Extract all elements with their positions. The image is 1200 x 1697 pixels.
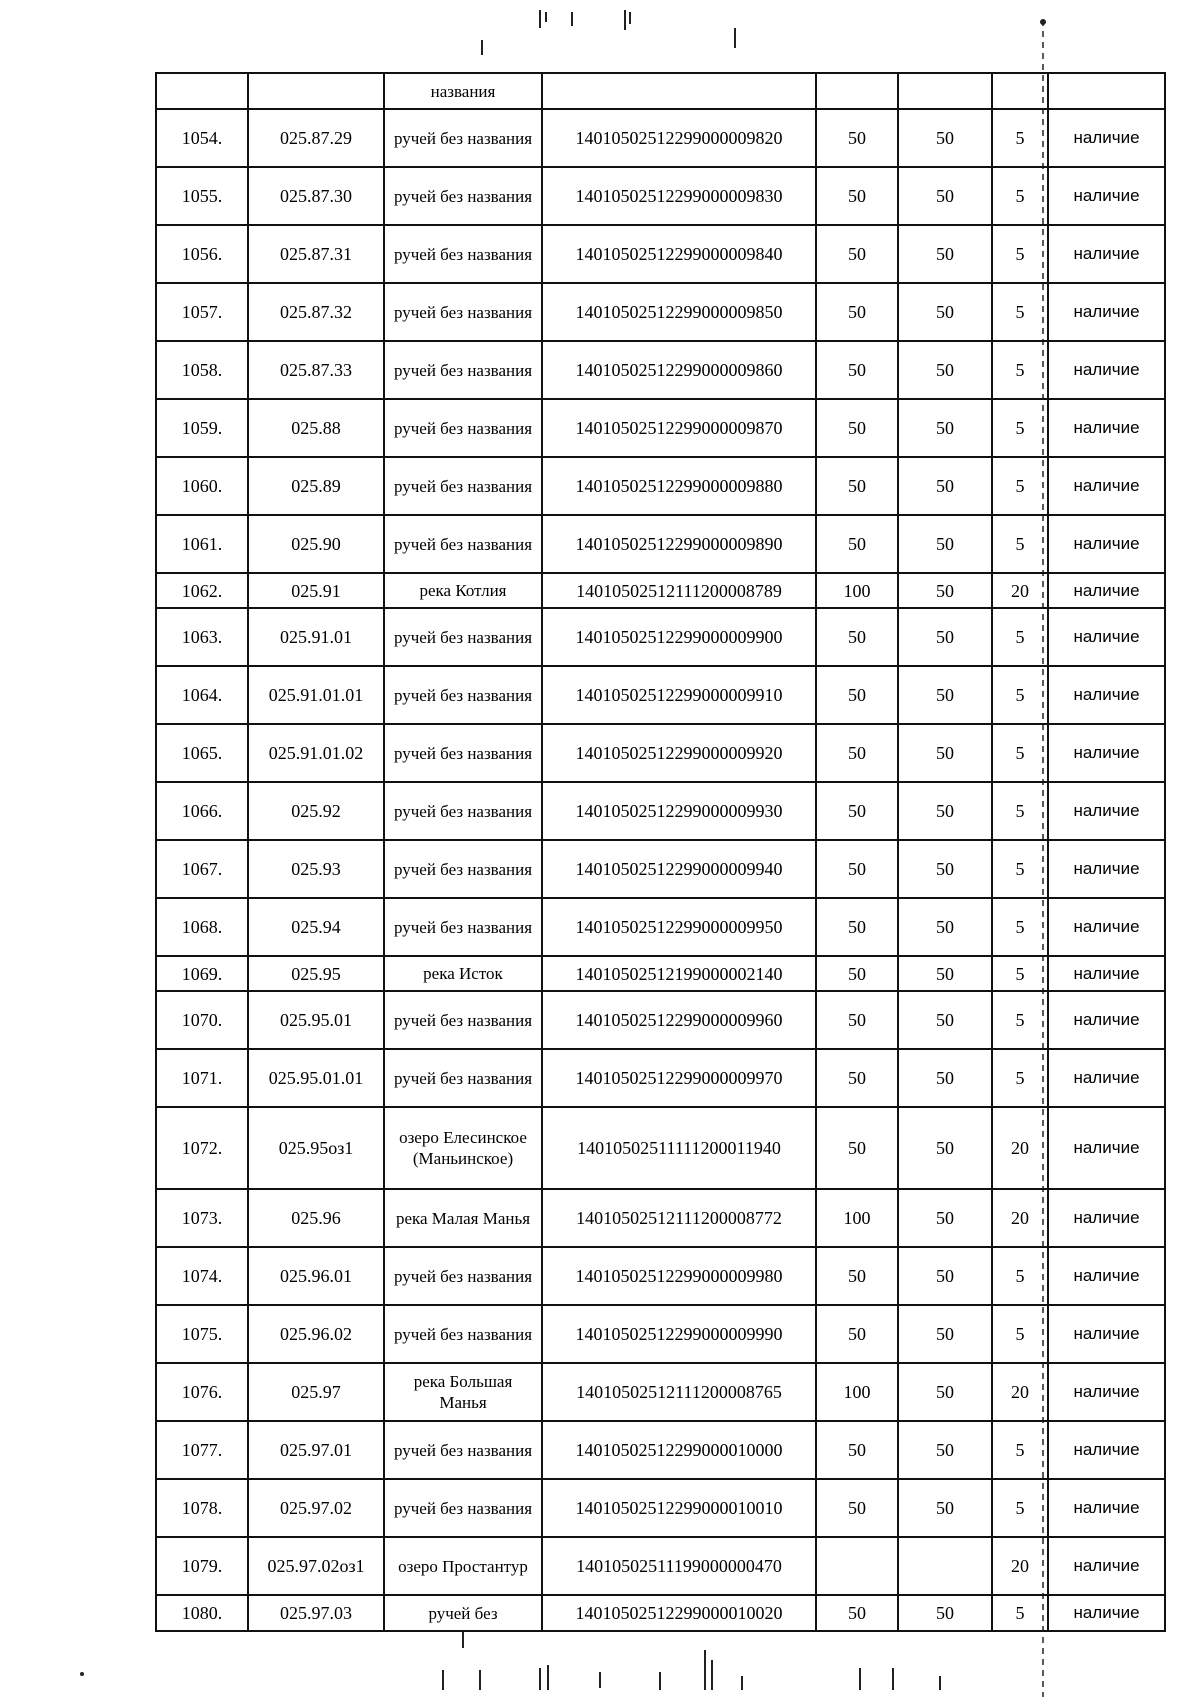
cell-value-b: 50	[898, 608, 992, 666]
cell-number: 1067.	[156, 840, 248, 898]
cell-registry-code: 14010502512199000002140	[542, 956, 816, 991]
cell-object-name: ручей без	[384, 1595, 542, 1631]
cell-value-a: 50	[816, 167, 898, 225]
cell-value-a: 50	[816, 225, 898, 283]
cell-object-name: ручей без названия	[384, 991, 542, 1049]
cell-value-b: 50	[898, 1247, 992, 1305]
cell-value-b: 50	[898, 724, 992, 782]
cell-value-a: 100	[816, 573, 898, 608]
cell-status: наличие	[1048, 515, 1165, 573]
cell-registry-code: 14010502512111200008772	[542, 1189, 816, 1247]
cell-registry-code: 14010502512299000009930	[542, 782, 816, 840]
cell-object-id: 025.91.01.02	[248, 724, 384, 782]
cell-registry-code: 14010502512299000009960	[542, 991, 816, 1049]
cell-object-id: 025.95.01	[248, 991, 384, 1049]
cell-value-a: 50	[816, 341, 898, 399]
table-row	[156, 1247, 1165, 1305]
cell-number: 1072.	[156, 1107, 248, 1189]
cell-status: наличие	[1048, 1537, 1165, 1595]
cell-registry-code: 14010502512111200008765	[542, 1363, 816, 1421]
cell-value-a	[816, 1537, 898, 1595]
cell-registry-code: 14010502512299000009870	[542, 399, 816, 457]
cell-registry-code: 14010502512299000009840	[542, 225, 816, 283]
cell-number: 1074.	[156, 1247, 248, 1305]
cell-object-name: ручей без названия	[384, 782, 542, 840]
cell-status: наличие	[1048, 956, 1165, 991]
cell-value-a: 50	[816, 399, 898, 457]
cell-registry-code: 14010502512299000009830	[542, 167, 816, 225]
cell-value-c: 5	[992, 898, 1048, 956]
cell-value-b: 50	[898, 515, 992, 573]
cell-value-b: 50	[898, 1421, 992, 1479]
cell-value-a: 50	[816, 1595, 898, 1631]
cell-status: наличие	[1048, 840, 1165, 898]
cell-object-name: ручей без названия	[384, 1421, 542, 1479]
table-row	[156, 1305, 1165, 1363]
cell-status: наличие	[1048, 898, 1165, 956]
cell-status: наличие	[1048, 608, 1165, 666]
cell-value-c: 20	[992, 1537, 1048, 1595]
cell-value-a: 100	[816, 1189, 898, 1247]
cell-object-name: река Малая Манья	[384, 1189, 542, 1247]
cell-value-a: 50	[816, 991, 898, 1049]
cell-number: 1066.	[156, 782, 248, 840]
cell-value-a: 50	[816, 1479, 898, 1537]
cell-object-id: 025.97	[248, 1363, 384, 1421]
continuation-name-cell: названия	[384, 73, 542, 109]
cell-value-c: 5	[992, 225, 1048, 283]
cell-object-id: 025.88	[248, 399, 384, 457]
cell-status: наличие	[1048, 399, 1165, 457]
cell-value-b: 50	[898, 666, 992, 724]
cell-object-name: река Котлия	[384, 573, 542, 608]
cell-status: наличие	[1048, 283, 1165, 341]
cell-object-id: 025.95оз1	[248, 1107, 384, 1189]
cell-registry-code: 14010502512299000009990	[542, 1305, 816, 1363]
table-row	[156, 341, 1165, 399]
cell-status: наличие	[1048, 1107, 1165, 1189]
cell-object-name: ручей без названия	[384, 341, 542, 399]
cell-registry-code: 14010502512299000009890	[542, 515, 816, 573]
cell-number: 1063.	[156, 608, 248, 666]
cell-value-b: 50	[898, 457, 992, 515]
cell-value-c: 5	[992, 1421, 1048, 1479]
cell-registry-code: 14010502512299000009860	[542, 341, 816, 399]
cell-number: 1055.	[156, 167, 248, 225]
cell-value-c: 5	[992, 399, 1048, 457]
cell-status: наличие	[1048, 1189, 1165, 1247]
cell-registry-code: 14010502512299000009910	[542, 666, 816, 724]
cell-object-name: ручей без названия	[384, 1049, 542, 1107]
cell-value-a: 50	[816, 666, 898, 724]
cell-object-id: 025.97.02оз1	[248, 1537, 384, 1595]
cell-object-id: 025.89	[248, 457, 384, 515]
cell-registry-code: 14010502512299000009820	[542, 109, 816, 167]
cell-value-c: 5	[992, 956, 1048, 991]
table-row	[156, 225, 1165, 283]
cell-value-b: 50	[898, 283, 992, 341]
cell-value-b: 50	[898, 898, 992, 956]
cell-value-c: 5	[992, 341, 1048, 399]
cell-number: 1069.	[156, 956, 248, 991]
cell-number: 1078.	[156, 1479, 248, 1537]
water-objects-table	[155, 72, 1166, 1632]
cell-value-b: 50	[898, 1305, 992, 1363]
cell-value-b: 50	[898, 991, 992, 1049]
cell-value-a: 50	[816, 283, 898, 341]
cell-object-name: ручей без названия	[384, 1305, 542, 1363]
cell-registry-code: 14010502512299000010020	[542, 1595, 816, 1631]
cell-value-a: 50	[816, 1305, 898, 1363]
table-row	[156, 109, 1165, 167]
cell-object-name: ручей без названия	[384, 1479, 542, 1537]
cell-value-c: 5	[992, 515, 1048, 573]
cell-registry-code: 14010502512299000009950	[542, 898, 816, 956]
table-row	[156, 399, 1165, 457]
cell-value-a: 50	[816, 109, 898, 167]
table-row	[156, 1107, 1165, 1189]
cell-value-c: 5	[992, 724, 1048, 782]
cell-value-c: 5	[992, 283, 1048, 341]
cell-status: наличие	[1048, 1049, 1165, 1107]
cell-value-a: 50	[816, 515, 898, 573]
cell-value-c: 5	[992, 608, 1048, 666]
cell-number: 1054.	[156, 109, 248, 167]
cell-object-name: ручей без названия	[384, 457, 542, 515]
cell-registry-code: 14010502512299000009980	[542, 1247, 816, 1305]
cell-status: наличие	[1048, 167, 1165, 225]
cell-object-id: 025.90	[248, 515, 384, 573]
cell-empty	[898, 73, 992, 109]
cell-object-name: ручей без названия	[384, 515, 542, 573]
cell-object-id: 025.97.02	[248, 1479, 384, 1537]
table-row	[156, 724, 1165, 782]
cell-registry-code: 14010502512299000009900	[542, 608, 816, 666]
cell-empty	[542, 73, 816, 109]
cell-value-a: 100	[816, 1363, 898, 1421]
cell-registry-code: 14010502512299000010010	[542, 1479, 816, 1537]
cell-value-b: 50	[898, 341, 992, 399]
cell-object-name: река Исток	[384, 956, 542, 991]
cell-status: наличие	[1048, 1247, 1165, 1305]
cell-number: 1076.	[156, 1363, 248, 1421]
cell-object-id: 025.97.01	[248, 1421, 384, 1479]
cell-status: наличие	[1048, 1479, 1165, 1537]
table-row	[156, 1189, 1165, 1247]
cell-empty	[156, 73, 248, 109]
cell-registry-code: 14010502512299000009850	[542, 283, 816, 341]
cell-value-a: 50	[816, 608, 898, 666]
cell-number: 1061.	[156, 515, 248, 573]
cell-number: 1075.	[156, 1305, 248, 1363]
cell-status: наличие	[1048, 666, 1165, 724]
cell-registry-code: 14010502511199000000470	[542, 1537, 816, 1595]
cell-object-name: ручей без названия	[384, 1247, 542, 1305]
cell-value-c: 5	[992, 1479, 1048, 1537]
cell-value-b: 50	[898, 782, 992, 840]
cell-value-a: 50	[816, 457, 898, 515]
cell-object-id: 025.95	[248, 956, 384, 991]
cell-status: наличие	[1048, 1363, 1165, 1421]
table-row	[156, 1479, 1165, 1537]
cell-object-name: ручей без названия	[384, 666, 542, 724]
cell-value-a: 50	[816, 782, 898, 840]
cell-object-id: 025.93	[248, 840, 384, 898]
table-row	[156, 898, 1165, 956]
cell-object-id: 025.91	[248, 573, 384, 608]
table-row	[156, 1537, 1165, 1595]
cell-status: наличие	[1048, 1595, 1165, 1631]
cell-value-a: 50	[816, 1421, 898, 1479]
table-row	[156, 515, 1165, 573]
cell-object-id: 025.87.32	[248, 283, 384, 341]
cell-object-name: ручей без названия	[384, 898, 542, 956]
cell-object-id: 025.96.02	[248, 1305, 384, 1363]
cell-object-id: 025.87.29	[248, 109, 384, 167]
cell-number: 1064.	[156, 666, 248, 724]
cell-registry-code: 14010502512299000010000	[542, 1421, 816, 1479]
cell-number: 1060.	[156, 457, 248, 515]
cell-object-id: 025.91.01	[248, 608, 384, 666]
cell-number: 1070.	[156, 991, 248, 1049]
cell-value-a: 50	[816, 840, 898, 898]
registry-sheet	[155, 72, 1164, 1632]
cell-number: 1080.	[156, 1595, 248, 1631]
cell-status: наличие	[1048, 341, 1165, 399]
cell-object-id: 025.97.03	[248, 1595, 384, 1631]
cell-object-name: ручей без названия	[384, 608, 542, 666]
cell-object-name: ручей без названия	[384, 167, 542, 225]
cell-number: 1077.	[156, 1421, 248, 1479]
cell-value-a: 50	[816, 898, 898, 956]
cell-value-b: 50	[898, 225, 992, 283]
cell-status: наличие	[1048, 573, 1165, 608]
cell-object-id: 025.87.31	[248, 225, 384, 283]
cell-registry-code: 14010502512299000009940	[542, 840, 816, 898]
cell-status: наличие	[1048, 1305, 1165, 1363]
cell-number: 1065.	[156, 724, 248, 782]
cell-value-b: 50	[898, 573, 992, 608]
cell-status: наличие	[1048, 724, 1165, 782]
cell-value-c: 5	[992, 1305, 1048, 1363]
table-row	[156, 573, 1165, 608]
cell-value-b	[898, 1537, 992, 1595]
cell-object-id: 025.87.30	[248, 167, 384, 225]
cell-status: наличие	[1048, 1421, 1165, 1479]
cell-object-name: ручей без названия	[384, 109, 542, 167]
table-row	[156, 956, 1165, 991]
cell-object-name: ручей без названия	[384, 399, 542, 457]
cell-value-c: 5	[992, 109, 1048, 167]
cell-number: 1056.	[156, 225, 248, 283]
cell-object-name: озеро Елесинское (Маньинское)	[384, 1107, 542, 1189]
cell-value-b: 50	[898, 840, 992, 898]
cell-number: 1079.	[156, 1537, 248, 1595]
table-body	[156, 73, 1165, 1631]
cell-number: 1057.	[156, 283, 248, 341]
cell-value-b: 50	[898, 1107, 992, 1189]
cell-value-a: 50	[816, 1107, 898, 1189]
cell-value-b: 50	[898, 1049, 992, 1107]
cell-value-a: 50	[816, 956, 898, 991]
cell-value-c: 5	[992, 457, 1048, 515]
table-row	[156, 283, 1165, 341]
cell-value-b: 50	[898, 399, 992, 457]
cell-registry-code: 14010502511111200011940	[542, 1107, 816, 1189]
cell-object-id: 025.96.01	[248, 1247, 384, 1305]
table-row	[156, 1595, 1165, 1631]
cell-status: наличие	[1048, 991, 1165, 1049]
cell-value-a: 50	[816, 1247, 898, 1305]
cell-value-c: 5	[992, 666, 1048, 724]
table-row	[156, 457, 1165, 515]
cell-value-c: 20	[992, 1363, 1048, 1421]
cell-value-b: 50	[898, 1363, 992, 1421]
cell-object-id: 025.87.33	[248, 341, 384, 399]
cell-value-a: 50	[816, 724, 898, 782]
cell-value-b: 50	[898, 109, 992, 167]
cell-number: 1071.	[156, 1049, 248, 1107]
cell-object-name: ручей без названия	[384, 840, 542, 898]
cell-object-id: 025.95.01.01	[248, 1049, 384, 1107]
table-row	[156, 666, 1165, 724]
cell-value-c: 5	[992, 782, 1048, 840]
cell-value-c: 5	[992, 1049, 1048, 1107]
table-row	[156, 1363, 1165, 1421]
cell-number: 1062.	[156, 573, 248, 608]
cell-registry-code: 14010502512111200008789	[542, 573, 816, 608]
cell-status: наличие	[1048, 457, 1165, 515]
table-row	[156, 608, 1165, 666]
cell-value-c: 20	[992, 573, 1048, 608]
cell-value-b: 50	[898, 956, 992, 991]
cell-number: 1068.	[156, 898, 248, 956]
cell-object-name: река Большая Манья	[384, 1363, 542, 1421]
table-row	[156, 840, 1165, 898]
cell-empty	[816, 73, 898, 109]
table-row	[156, 1421, 1165, 1479]
cell-value-b: 50	[898, 1479, 992, 1537]
cell-status: наличие	[1048, 109, 1165, 167]
cell-object-id: 025.94	[248, 898, 384, 956]
cell-object-name: ручей без названия	[384, 225, 542, 283]
cell-object-id: 025.91.01.01	[248, 666, 384, 724]
cell-empty	[248, 73, 384, 109]
cell-value-b: 50	[898, 167, 992, 225]
cell-empty	[992, 73, 1048, 109]
cell-registry-code: 14010502512299000009880	[542, 457, 816, 515]
table-row	[156, 1049, 1165, 1107]
cell-number: 1059.	[156, 399, 248, 457]
table-row	[156, 782, 1165, 840]
cell-value-c: 5	[992, 840, 1048, 898]
cell-value-b: 50	[898, 1189, 992, 1247]
cell-value-c: 5	[992, 991, 1048, 1049]
cell-registry-code: 14010502512299000009970	[542, 1049, 816, 1107]
cell-value-b: 50	[898, 1595, 992, 1631]
cell-object-id: 025.92	[248, 782, 384, 840]
cell-value-c: 20	[992, 1189, 1048, 1247]
cell-status: наличие	[1048, 225, 1165, 283]
cell-number: 1058.	[156, 341, 248, 399]
cell-object-name: ручей без названия	[384, 724, 542, 782]
table-row	[156, 167, 1165, 225]
continuation-row	[156, 73, 1165, 109]
cell-empty	[1048, 73, 1165, 109]
cell-object-name: ручей без названия	[384, 283, 542, 341]
table-row	[156, 991, 1165, 1049]
cell-value-c: 5	[992, 1247, 1048, 1305]
cell-object-name: озеро Простантур	[384, 1537, 542, 1595]
cell-status: наличие	[1048, 782, 1165, 840]
cell-object-id: 025.96	[248, 1189, 384, 1247]
cell-number: 1073.	[156, 1189, 248, 1247]
cell-value-c: 5	[992, 1595, 1048, 1631]
cell-registry-code: 14010502512299000009920	[542, 724, 816, 782]
cell-value-c: 5	[992, 167, 1048, 225]
cell-value-a: 50	[816, 1049, 898, 1107]
cell-value-c: 20	[992, 1107, 1048, 1189]
